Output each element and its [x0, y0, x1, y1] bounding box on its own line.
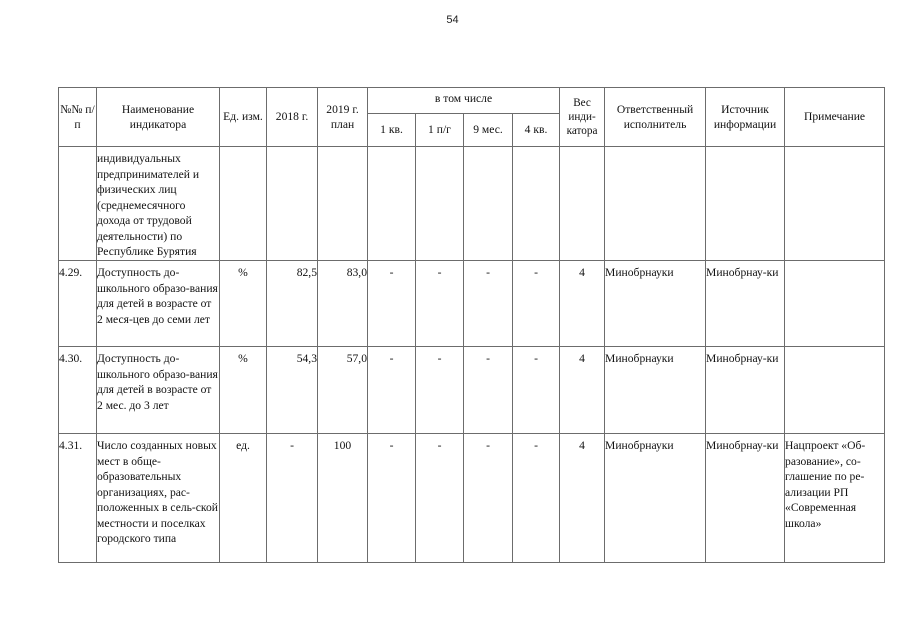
table-row — [59, 434, 885, 563]
value-h1: - — [416, 261, 464, 347]
value-2019-plan — [318, 147, 368, 261]
indicators-table — [58, 87, 885, 563]
value-2018: 82,5 — [267, 261, 318, 347]
header-including: в том числе — [368, 88, 560, 114]
weight-cell — [560, 147, 605, 261]
responsible-cell — [605, 147, 706, 261]
value-q4: - — [513, 347, 560, 434]
row-number: 4.29. — [59, 261, 97, 347]
row-number: 4.31. — [59, 434, 97, 563]
table-row — [59, 347, 885, 434]
header-unit: Ед. изм. — [220, 88, 267, 147]
header-responsible: Ответственный исполнитель — [605, 88, 706, 147]
indicator-name: индивидуальных предпринимателей и физических лиц (среднемесячного дохода от трудовой деятельности) по Республике Бурятия — [97, 147, 220, 261]
header-q4: 4 кв. — [513, 114, 560, 147]
header-2019-plan: 2019 г. план — [318, 88, 368, 147]
unit-cell — [220, 147, 267, 261]
note-cell: Нацпроект «Об-разование», со-глашение по ре-ализации РП «Современная школа» — [785, 434, 885, 563]
value-q4 — [513, 147, 560, 261]
responsible-cell: Минобрнауки — [605, 434, 706, 563]
table-row — [59, 261, 885, 347]
table-row — [59, 147, 885, 261]
source-cell — [706, 147, 785, 261]
unit-cell: ед. — [220, 434, 267, 563]
value-q1 — [368, 147, 416, 261]
row-number: 4.30. — [59, 347, 97, 434]
value-2019-plan: 83,0 — [318, 261, 368, 347]
value-h1 — [416, 147, 464, 261]
page-number: 54 — [446, 14, 459, 26]
note-cell — [785, 347, 885, 434]
value-2019-plan: 57,0 — [318, 347, 368, 434]
unit-cell: % — [220, 347, 267, 434]
responsible-cell: Минобрнауки — [605, 261, 706, 347]
indicator-name: Число созданных новых мест в обще-образовательных организациях, рас-положенных в сель-ской местности и поселках городского типа — [97, 434, 220, 563]
value-2018: - — [267, 434, 318, 563]
value-9-months — [464, 147, 513, 261]
header-9-months: 9 мес. — [464, 114, 513, 147]
value-q4: - — [513, 434, 560, 563]
value-2018: 54,3 — [267, 347, 318, 434]
value-9-months: - — [464, 434, 513, 563]
header-weight: Вес инди-катора — [560, 88, 605, 147]
value-q4: - — [513, 261, 560, 347]
header-indicator-name: Наименование индикатора — [97, 88, 220, 147]
value-2018 — [267, 147, 318, 261]
value-h1: - — [416, 347, 464, 434]
value-h1: - — [416, 434, 464, 563]
note-cell — [785, 147, 885, 261]
source-cell: Минобрнау-ки — [706, 434, 785, 563]
responsible-cell: Минобрнауки — [605, 347, 706, 434]
indicator-name: Доступность до-школьного образо-вания для детей в возрасте от 2 мес. до 3 лет — [97, 347, 220, 434]
value-9-months: - — [464, 347, 513, 434]
header-number: №№ п/п — [59, 88, 97, 147]
header-2018: 2018 г. — [267, 88, 318, 147]
value-q1: - — [368, 261, 416, 347]
indicator-name: Доступность до-школьного образо-вания для детей в возрасте от 2 меся-цев до семи лет — [97, 261, 220, 347]
source-cell: Минобрнау-ки — [706, 347, 785, 434]
header-q1: 1 кв. — [368, 114, 416, 147]
value-q1: - — [368, 434, 416, 563]
weight-cell: 4 — [560, 347, 605, 434]
value-2019-plan: 100 — [318, 434, 368, 563]
header-note: Примечание — [785, 88, 885, 147]
weight-cell: 4 — [560, 261, 605, 347]
row-number — [59, 147, 97, 261]
header-h1: 1 п/г — [416, 114, 464, 147]
value-9-months: - — [464, 261, 513, 347]
weight-cell: 4 — [560, 434, 605, 563]
source-cell: Минобрнау-ки — [706, 261, 785, 347]
value-q1: - — [368, 347, 416, 434]
note-cell — [785, 261, 885, 347]
header-source: Источник информации — [706, 88, 785, 147]
unit-cell: % — [220, 261, 267, 347]
